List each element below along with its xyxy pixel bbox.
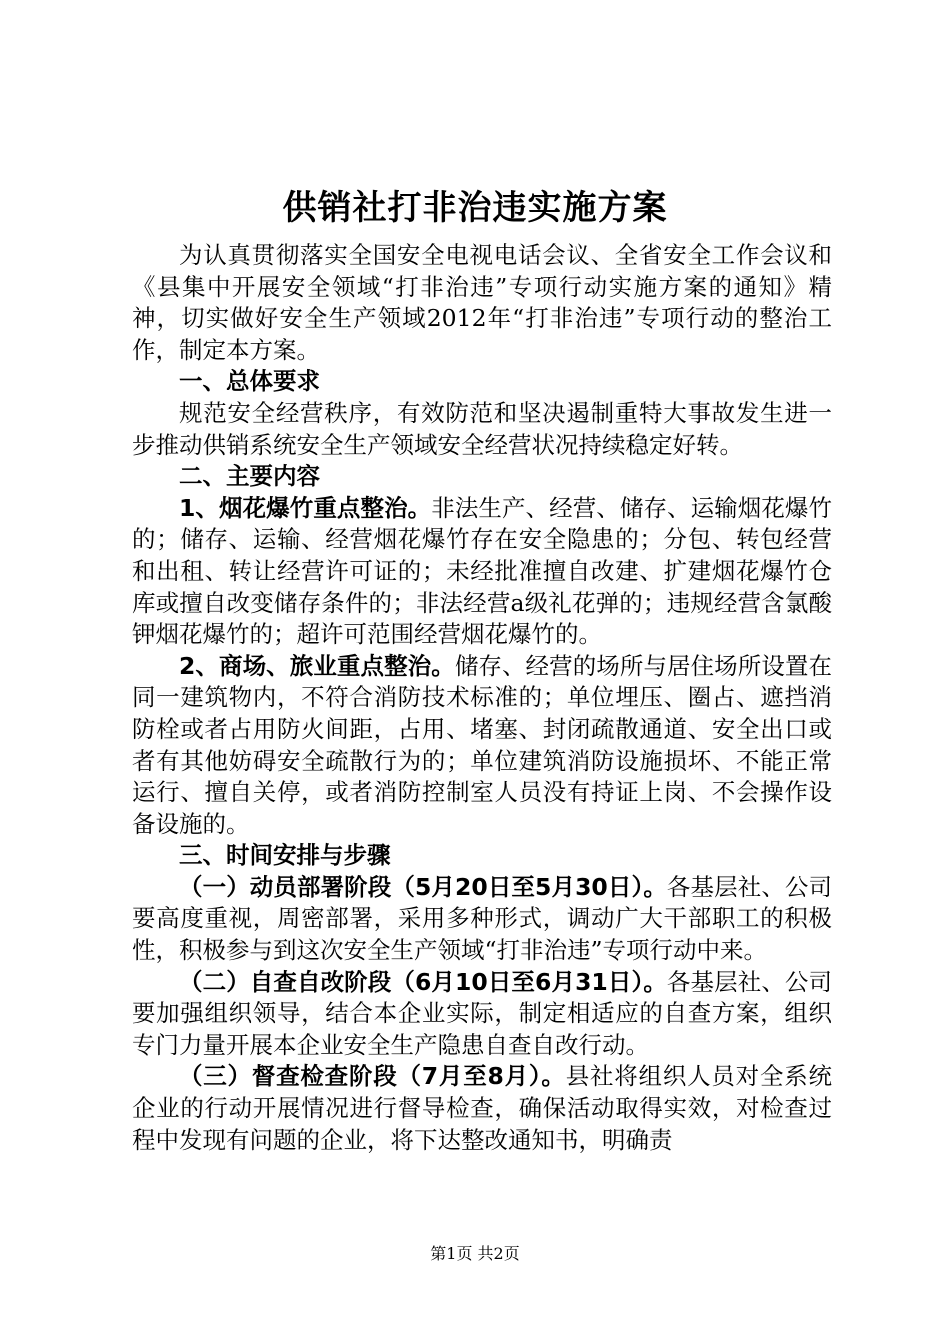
section-heading-schedule: 三、时间安排与步骤 [179,841,391,870]
document-title: 供销社打非治违实施方案 [282,188,668,228]
step-self-check [132,967,832,1062]
intro-paragraph: 为认真贯彻落实全国安全电视电话会议、全省安全工作会议和《县集中开展安全领域“打非治违”专项行动实施方案的通知》精神，切实做好安全生产领域2012年“打非治违”专项行动的整治工作，制定本方案。 [132,241,832,364]
step-inspection-lead: （三）督查检查阶段（7月至8月）。 [179,1062,566,1091]
item-fireworks [132,493,832,651]
document-body [132,240,832,1156]
section-heading-general: 一、总体要求 [179,367,320,396]
item-mall-hotel-text: 储存、经营的场所与居住场所设置在同一建筑物内，不符合消防技术标准的；单位埋压、圈占、遮挡消防栓或者占用防火间距，占用、堵塞、封闭疏散通道、安全出口或者有其他妨碍安全疏散行为的；单位建筑消防设施损坏、不能正常运行、擅自关停，或者消防控制室人员没有持证上岗、不会操作设备设施的。 [132,651,833,838]
step-self-check-lead: （二）自查自改阶段（6月10日至6月31日）。 [179,967,667,996]
step-self-check-text: 各基层社、公司要加强组织领导，结合本企业实际，制定相适应的自查方案，组织专门力量开展本企业安全生产隐患自查自改行动。 [132,967,833,1059]
item-fireworks-text: 非法生产、经营、储存、运输烟花爆竹的；储存、运输、经营烟花爆竹存在安全隐患的；分包、转包经营和出租、转让经营许可证的；未经批准擅自改建、扩建烟花爆竹仓库或擅自改变储存条件的；非法经营a级礼花弹的；违规经营含氯酸钾烟花爆竹的；超许可范围经营烟花爆竹的。 [132,493,833,649]
page-footer: 第1页 共2页 [430,1244,520,1263]
step-inspection [132,1061,832,1156]
step-mobilization-lead: （一）动员部署阶段（5月20日至5月30日）。 [179,872,667,901]
step-mobilization [132,872,832,967]
step-mobilization-text: 各基层社、公司要高度重视，周密部署，采用多种形式，调动广大干部职工的积极性，积极参与到这次安全生产领域“打非治违”专项行动中来。 [132,872,833,965]
section-heading-content: 二、主要内容 [179,462,320,491]
section-general-text: 规范安全经营秩序，有效防范和坚决遏制重特大事故发生进一步推动供销系统安全生产领域安全经营状况持续稳定好转。 [132,398,832,459]
item-fireworks-lead: 1、烟花爆竹重点整治。 [179,493,432,522]
item-mall-hotel [132,651,832,841]
step-inspection-text: 县社将组织人员对全系统企业的行动开展情况进行督导检查，确保活动取得实效，对检查过程中发现有问题的企业，将下达整改通知书，明确责 [132,1062,833,1154]
item-mall-hotel-lead: 2、商场、旅业重点整治。 [179,651,455,680]
